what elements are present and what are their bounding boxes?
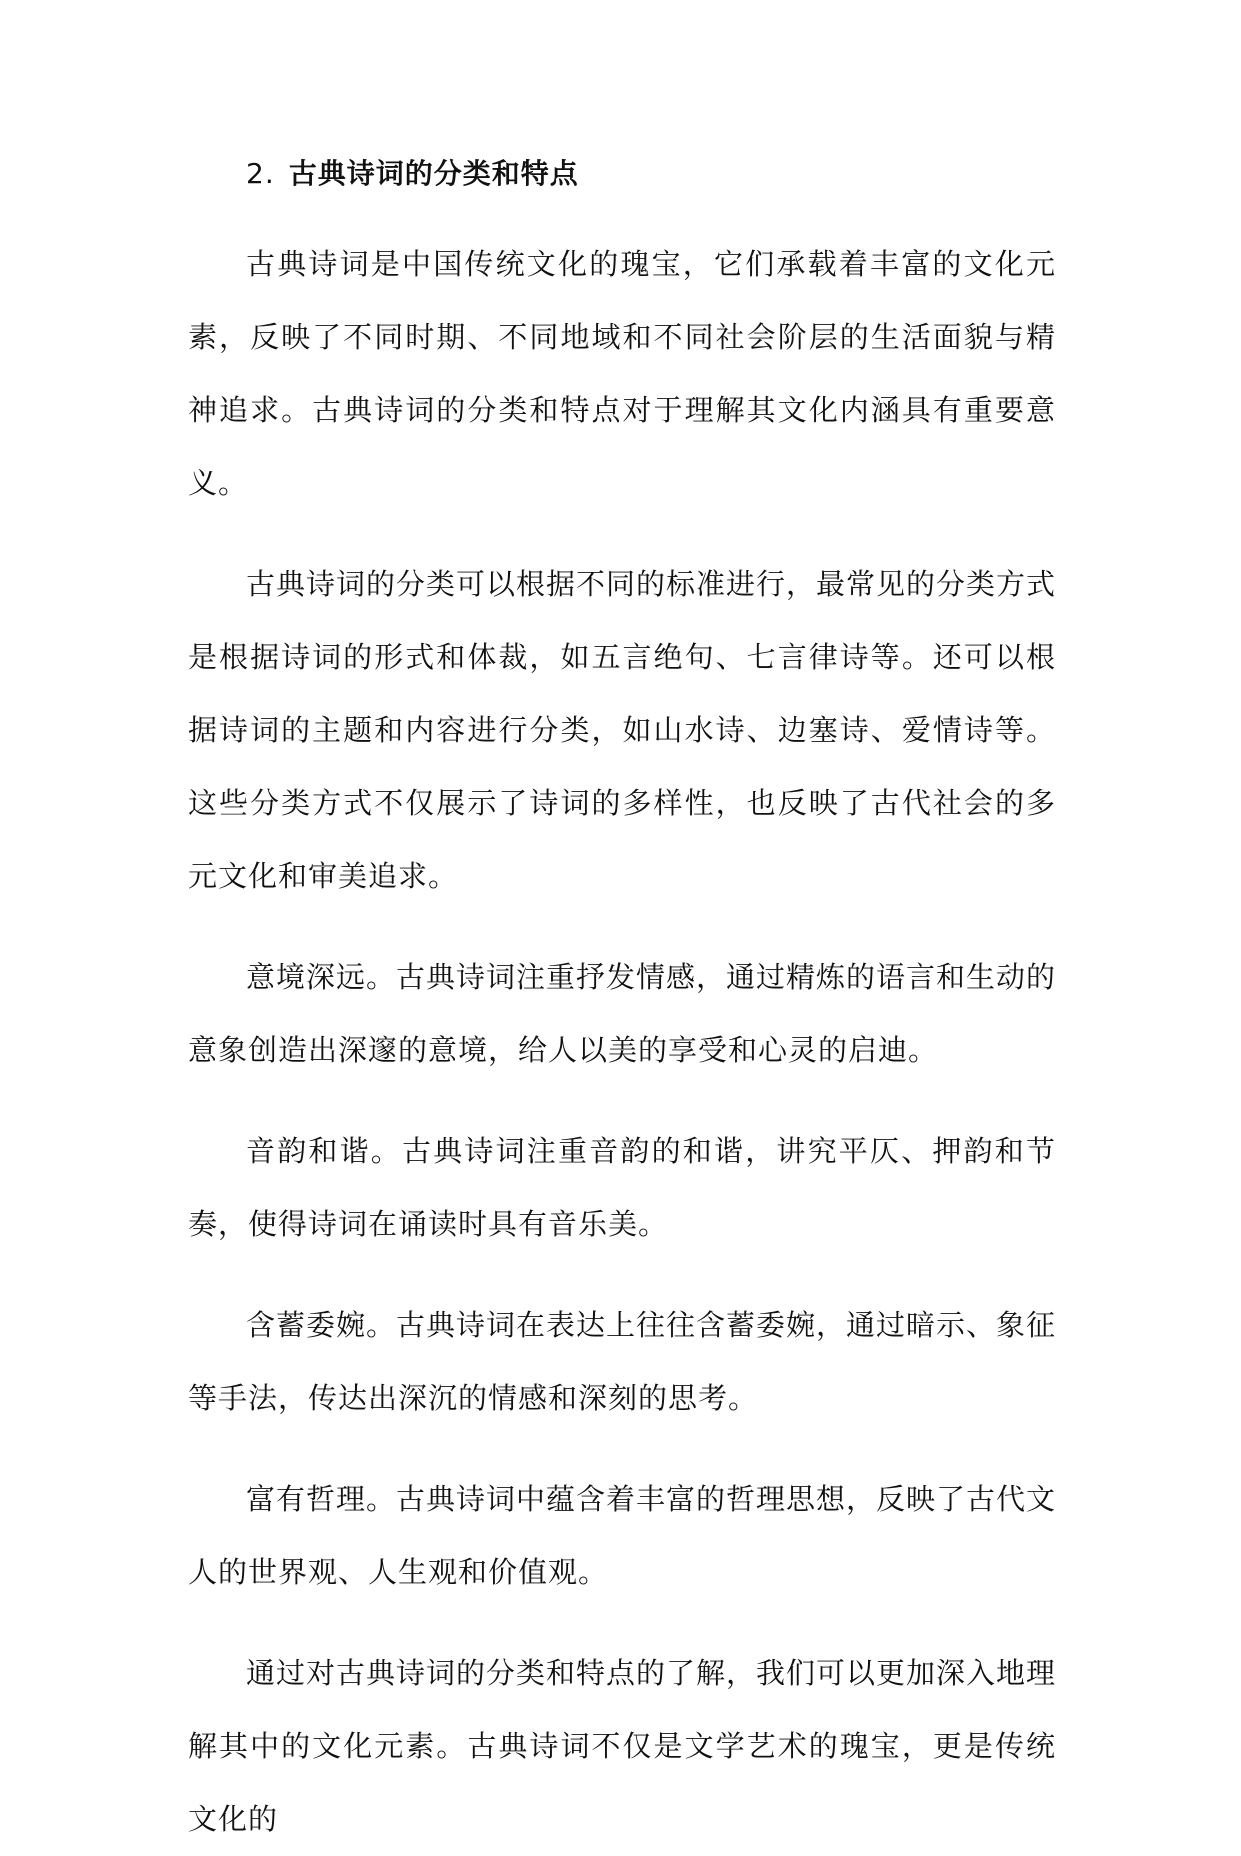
paragraph-classification: 古典诗词的分类可以根据不同的标准进行，最常见的分类方式是根据诗词的形式和体裁，如五言绝句、七言律诗等。还可以根据诗词的主题和内容进行分类，如山水诗、边塞诗、爱情诗等。这些分类方式不仅展示了诗词的多样性，也反映了古代社会的多元文化和审美追求。 [188,567,1057,893]
paragraph-intro: 古典诗词是中国传统文化的瑰宝，它们承载着丰富的文化元素，反映了不同时期、不同地域和不同社会阶层的生活面貌与精神追求。古典诗词的分类和特点对于理解其文化内涵具有重要意义。 [188,247,1056,500]
section-title: 古典诗词的分类和特点 [288,157,579,190]
document-body [188,146,1056,1856]
section-number: 2. [246,157,275,190]
section-heading [246,146,1056,202]
paragraph-conclusion: 通过对古典诗词的分类和特点的了解，我们可以更加深入地理解其中的文化元素。古典诗词不仅是文学艺术的瑰宝，更是传统文化的 [188,1656,1057,1836]
paragraph-subtlety: 含蓄委婉。古典诗词在表达上往往含蓄委婉，通过暗示、象征等手法，传达出深沉的情感和深刻的思考。 [188,1308,1057,1415]
paragraph-rhythm: 音韵和谐。古典诗词注重音韵的和谐，讲究平仄、押韵和节奏，使得诗词在诵读时具有音乐美。 [188,1134,1056,1241]
paragraph-philosophy: 富有哲理。古典诗词中蕴含着丰富的哲理思想，反映了古代文人的世界观、人生观和价值观。 [188,1482,1057,1589]
paragraph-artistic-conception: 意境深远。古典诗词注重抒发情感，通过精炼的语言和生动的意象创造出深邃的意境，给人以美的享受和心灵的启迪。 [188,960,1057,1067]
